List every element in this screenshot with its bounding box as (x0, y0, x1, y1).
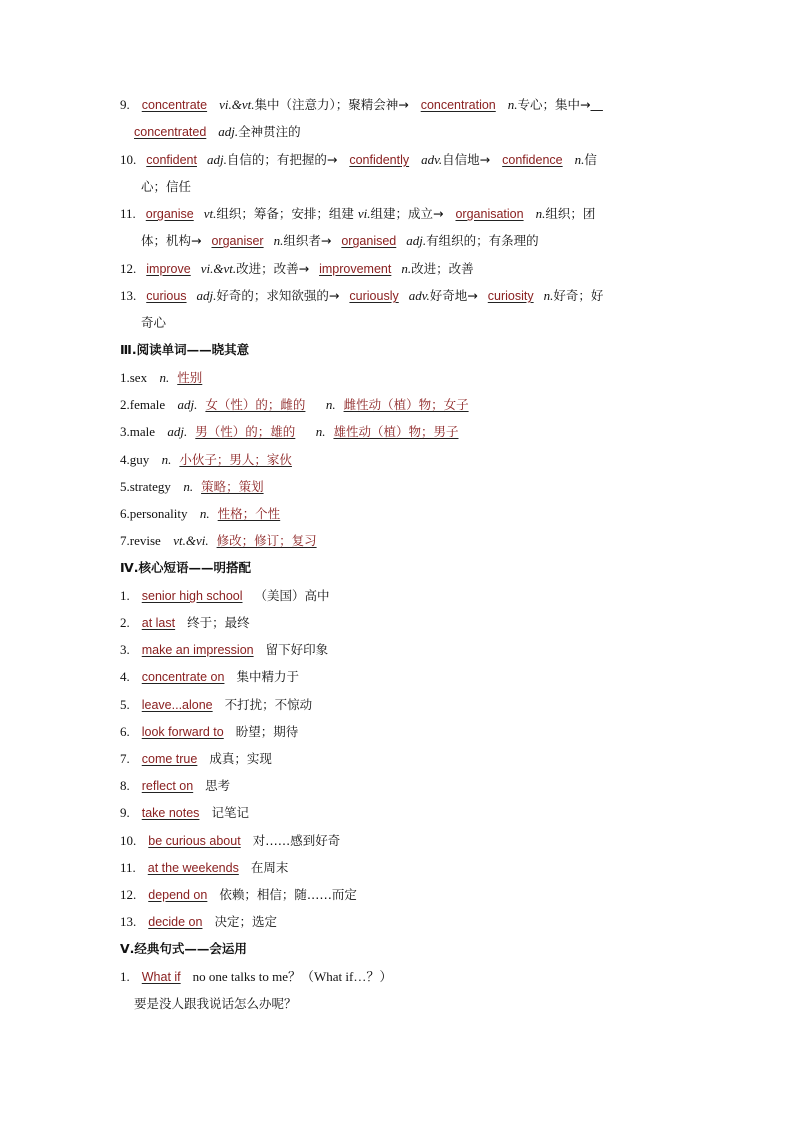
answer-blank: come true (141, 752, 198, 766)
phrase-item (120, 723, 298, 741)
vocab-item-10 (120, 151, 597, 169)
answer-blank: 性格；个性 (217, 506, 281, 521)
part-of-speech: n. (273, 233, 284, 248)
vocab-item-12 (120, 260, 474, 278)
definition: 决定；选定 (214, 914, 277, 929)
answer-blank: confident (146, 153, 197, 167)
part-of-speech: n. (199, 506, 210, 521)
item-number: 12. (120, 261, 137, 276)
definition: 成真；实现 (209, 751, 272, 766)
part-of-speech: n. (161, 452, 172, 467)
answer-blank: organised (341, 234, 397, 248)
answer-blank: What if (141, 970, 181, 984)
item-number: 7. (120, 751, 130, 766)
answer-blank: curious (146, 289, 187, 303)
word: 1.sex (120, 370, 148, 385)
definition: 留下好印象 (265, 642, 329, 657)
reading-word-6 (120, 505, 288, 523)
part-of-speech: adj. (206, 152, 227, 167)
answer-blank: organise (145, 207, 194, 221)
answer-blank: confidence (502, 153, 563, 167)
answer-blank: 女（性）的；雌的 (205, 397, 306, 412)
translation: 要是没人跟我说话怎么办呢？ (134, 996, 297, 1011)
answer-blank: concentration (420, 98, 496, 112)
definition: 组建；成立→ (370, 206, 444, 221)
definition: 改进；改善 (411, 261, 474, 276)
definition: 思考 (205, 778, 231, 793)
sentence-item-1-translation (134, 995, 297, 1013)
answer-blank: senior high school (141, 589, 243, 603)
answer-blank: improve (146, 262, 191, 276)
vocab-item-11-cont (141, 232, 539, 250)
definition: 改进；改善→ (236, 261, 310, 276)
item-number: 5. (120, 697, 130, 712)
vocab-item-13 (120, 287, 603, 305)
word: 7.revise (120, 533, 161, 548)
word: 4.guy (120, 452, 150, 467)
definition: 依赖；相信；随……而定 (219, 887, 357, 902)
part-of-speech: adj. (406, 233, 427, 248)
item-number: 1. (120, 588, 130, 603)
item-number: 1. (120, 969, 130, 984)
item-number: 10. (120, 833, 137, 848)
answer-blank: 性别 (177, 370, 203, 385)
answer-blank: organiser (211, 234, 264, 248)
phrase-item (120, 614, 250, 632)
definition: 好奇的；求知欲强的→ (216, 288, 340, 303)
part-of-speech: n. (401, 261, 412, 276)
answer-blank: reflect on (141, 779, 194, 793)
phrase-item (120, 886, 357, 904)
definition: 集中精力于 (236, 669, 299, 684)
phrase-item (120, 832, 340, 850)
item-number: 2. (120, 615, 130, 630)
vocab-item-11 (120, 205, 595, 223)
answer-blank: concentrate (141, 98, 208, 112)
phrase-item (120, 777, 230, 795)
phrase-item (120, 587, 330, 605)
part-of-speech: n. (325, 397, 336, 412)
definition: 集中（注意力）；聚精会神→ (254, 97, 409, 112)
answer-blank: look forward to (141, 725, 224, 739)
phrase-item (120, 804, 249, 822)
definition: 自信地→ (442, 152, 491, 167)
answer-blank: confidently (349, 153, 410, 167)
item-number: 4. (120, 669, 130, 684)
definition: 组织者→ (283, 233, 332, 248)
part-of-speech: vi. (357, 206, 371, 221)
part-of-speech: vt.&vi. (173, 533, 209, 548)
item-number: 13. (120, 914, 137, 929)
definition: 在周末 (250, 860, 289, 875)
part-of-speech: n. (507, 97, 518, 112)
reading-word-2 (120, 396, 477, 414)
reading-word-3 (120, 423, 466, 441)
definition: 信 (584, 152, 597, 167)
sentence-text: no one talks to me？（What if…？） (192, 969, 393, 984)
item-number: 11. (120, 206, 136, 221)
part-of-speech: n. (159, 370, 170, 385)
definition: 不打扰；不惊动 (224, 697, 313, 712)
definition: 记笔记 (211, 805, 249, 820)
word: 5.strategy (120, 479, 171, 494)
vocab-item-10-cont (141, 178, 191, 196)
answer-blank: take notes (141, 806, 200, 820)
sentence-item-1 (120, 968, 392, 986)
section-4-heading: Ⅳ.核心短语——明搭配 (120, 560, 251, 575)
answer-blank: 小伙子；男人；家伙 (179, 452, 292, 467)
definition: 好奇地→ (429, 288, 478, 303)
part-of-speech: n. (183, 479, 194, 494)
phrase-item (120, 913, 277, 931)
definition: 组织；团 (545, 206, 596, 221)
definition: 专心；集中→ (517, 97, 591, 112)
part-of-speech: n. (543, 288, 554, 303)
part-of-speech: adj. (167, 424, 188, 439)
item-number: 8. (120, 778, 130, 793)
definition: 奇心 (141, 315, 167, 330)
answer-blank: organisation (455, 207, 524, 221)
definition: 自信的；有把握的→ (226, 152, 338, 167)
answer-blank: decide on (148, 915, 203, 929)
definition: 对……感到好奇 (252, 833, 341, 848)
part-of-speech: vi.&vt. (219, 97, 255, 112)
word: 2.female (120, 397, 166, 412)
reading-word-4 (120, 451, 300, 469)
word: 3.male (120, 424, 156, 439)
answer-blank: concentrated (134, 125, 207, 139)
item-number: 13. (120, 288, 137, 303)
vocab-item-9-cont (134, 123, 301, 141)
definition: 好奇；好 (553, 288, 604, 303)
answer-blank: leave...alone (141, 698, 213, 712)
answer-blank: 男（性）的；雄的 (195, 424, 296, 439)
part-of-speech: adj. (218, 124, 239, 139)
definition: 组织；筹备；安排；组建 (216, 206, 358, 221)
item-number: 9. (120, 97, 130, 112)
definition: 全神贯注的 (238, 124, 301, 139)
answer-blank: improvement (319, 262, 392, 276)
vocab-item-9 (120, 96, 603, 114)
reading-word-5 (120, 478, 272, 496)
answer-blank: 策略；策划 (201, 479, 264, 494)
part-of-speech: adj. (196, 288, 217, 303)
phrase-item (120, 750, 272, 768)
item-number: 11. (120, 860, 136, 875)
item-number: 3. (120, 642, 130, 657)
part-of-speech: n. (535, 206, 546, 221)
word: 6.personality (120, 506, 188, 521)
definition: 心；信任 (141, 179, 192, 194)
item-number: 6. (120, 724, 130, 739)
answer-blank: 雄性动（植）物；男子 (333, 424, 459, 439)
underline-blank (591, 97, 603, 115)
section-5-heading: Ⅴ.经典句式——会运用 (120, 941, 247, 956)
definition: 有组织的；有条理的 (426, 233, 539, 248)
answer-blank: at last (141, 616, 176, 630)
vocab-item-13-cont (141, 314, 166, 332)
answer-blank: at the weekends (147, 861, 239, 875)
answer-blank: make an impression (141, 643, 254, 657)
phrase-item (120, 668, 299, 686)
item-number: 12. (120, 887, 137, 902)
part-of-speech: vi.&vt. (200, 261, 237, 276)
item-number: 10. (120, 152, 137, 167)
definition: 终于；最终 (187, 615, 250, 630)
phrase-item (120, 641, 328, 659)
answer-blank: 雌性动（植）物；女子 (343, 397, 469, 412)
answer-blank: concentrate on (141, 670, 225, 684)
reading-word-1 (120, 369, 210, 387)
part-of-speech: adv. (408, 288, 430, 303)
part-of-speech: adv. (421, 152, 443, 167)
answer-blank: depend on (148, 888, 208, 902)
part-of-speech: vt. (203, 206, 217, 221)
part-of-speech: n. (315, 424, 326, 439)
phrase-item (120, 859, 288, 877)
phrase-item (120, 696, 312, 714)
definition: （美国）高中 (254, 588, 330, 603)
answer-blank: 修改；修订；复习 (216, 533, 317, 548)
definition: 体；机构→ (141, 233, 202, 248)
answer-blank: curiosity (487, 289, 534, 303)
item-number: 9. (120, 805, 130, 820)
part-of-speech: adj. (177, 397, 198, 412)
answer-blank: be curious about (148, 834, 241, 848)
answer-blank: curiously (349, 289, 399, 303)
definition: 盼望；期待 (235, 724, 299, 739)
reading-word-7 (120, 532, 325, 550)
part-of-speech: n. (574, 152, 585, 167)
section-3-heading: Ⅲ.阅读单词——晓其意 (120, 342, 250, 357)
